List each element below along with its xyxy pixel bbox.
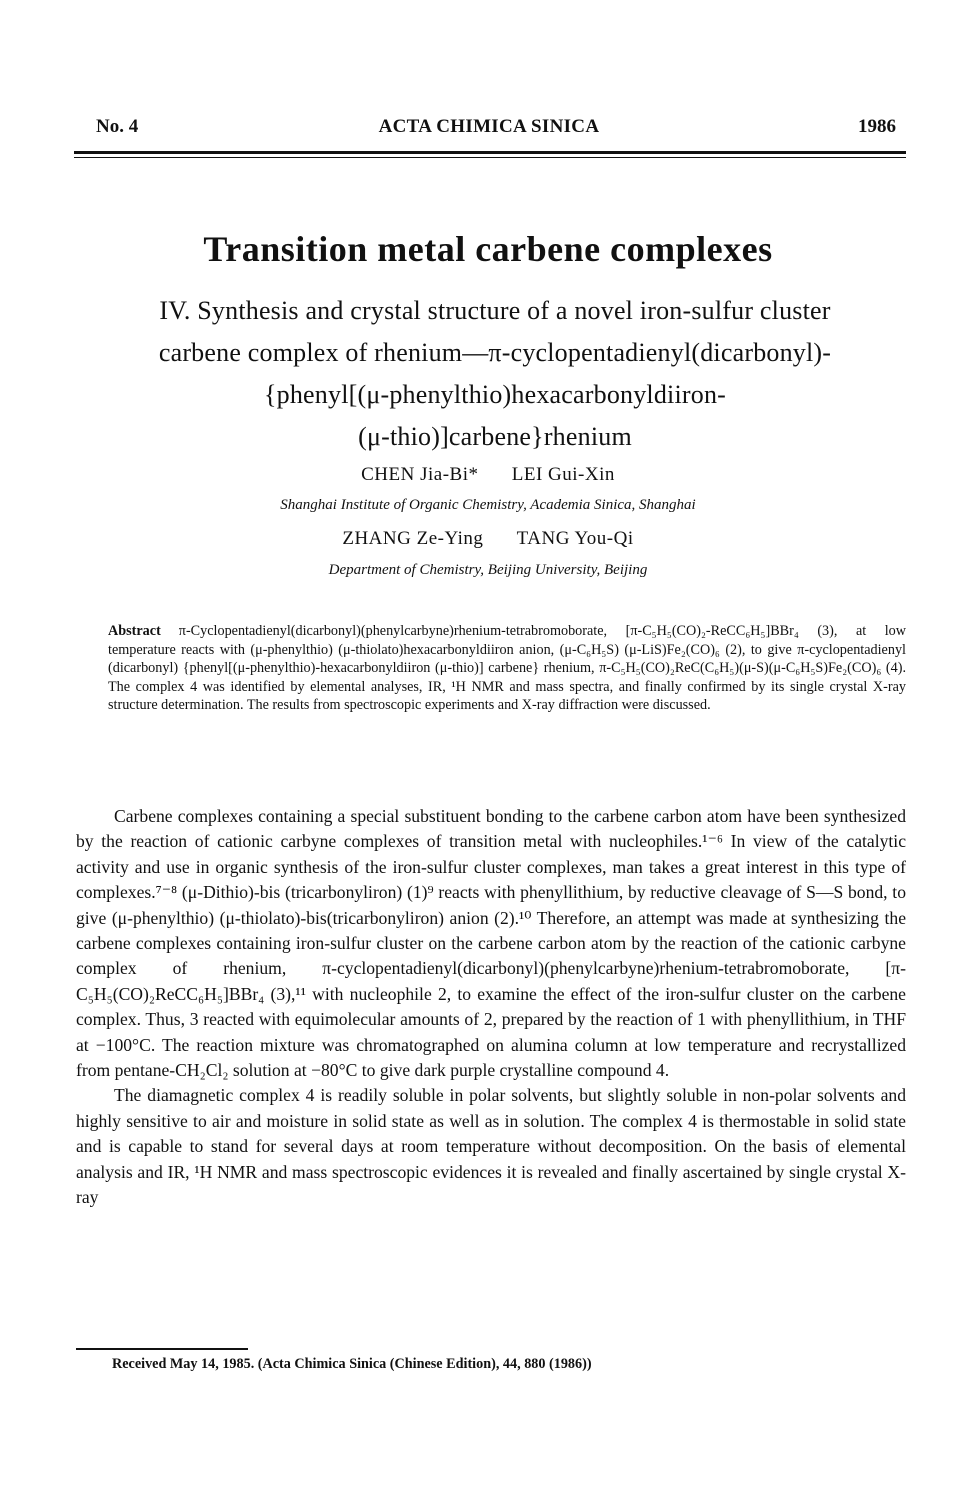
author-name: ZHANG Ze-Ying [342, 528, 484, 549]
article-body [76, 804, 906, 1211]
affiliation-2: Department of Chemistry, Beijing University, Beijing [328, 562, 648, 578]
running-head [74, 116, 904, 146]
subtitle-line: IV. Synthesis and crystal structure of a novel iron-sulfur cluster [159, 296, 831, 325]
publication-year: 1986 [858, 116, 896, 137]
abstract-label: Abstract [108, 623, 161, 639]
journal-name: ACTA CHIMICA SINICA [378, 116, 600, 137]
abstract [108, 622, 906, 715]
author-group-1 [0, 464, 976, 486]
author-group-2 [0, 528, 976, 550]
issue-number: No. 4 [96, 116, 139, 137]
subtitle-line: {phenyl[(μ-phenylthio)hexacarbonyldiiron- [263, 380, 727, 409]
article-title: Transition metal carbene complexes [203, 229, 773, 269]
footnote-rule [76, 1348, 248, 1350]
article-subtitle [80, 290, 910, 458]
header-rule-thick [74, 151, 906, 154]
author-name: TANG You-Qi [516, 528, 634, 549]
body-paragraph: The diamagnetic complex 4 is readily soluble in polar solvents, but slightly soluble in non-polar solvents and highly sensitive to air and moisture in solid state as well as in solution. The complex 4 is thermostable in solid state and is capable to stand for several days at room temperature without decomposition. On the basis of elemental analysis and IR, ¹H NMR and mass spectroscopic evidences it is revealed and finally ascertained by single crystal X-ray [76, 1085, 906, 1208]
author-name: LEI Gui-Xin [511, 464, 615, 485]
received-footnote: Received May 14, 1985. (Acta Chimica Sinica (Chinese Edition), 44, 880 (1986)) [112, 1356, 592, 1372]
body-paragraph: Carbene complexes containing a special substituent bonding to the carbene carbon atom have been synthesized by the reaction of cationic carbyne complexes of transition metal with nucleophiles.¹⁻⁶ In view of the catalytic activity and use in organic synthesis of the iron-sulfur cluster complexes, man takes a great interest in this type of complexes.⁷⁻⁸ (μ-Dithio)-bis (tricarbonyliron) (1)⁹ reacts with phenyllithium, by reductive cleavage of S—S bond, to give (μ-phenylthio) (μ-thiolato)-bis(tricarbonyliron) anion (2).¹⁰ Therefore, an attempt was made at synthesizing the carbene complexes containing iron-sulfur cluster on the carbene carbon atom by the reaction of the cationic carbyne complex of rhenium, π-cyclopentadienyl(dicarbonyl)(phenylcarbyne)rhenium-tetrabromoborate, [π-C₅H₅(CO)₂ReCC₆H₅]BBr₄ (3),¹¹ with nucleophile 2, to examine the effect of the iron-sulfur cluster on the carbene complex. Thus, 3 reacted with equimolecular amounts of 2, prepared by the reaction of 1 with phenyllithium, in THF at −100°C. The reaction mixture was chromatographed on alumina column at low temperature and recrystallized from pentane-CH₂Cl₂ solution at −80°C to give dark purple crystalline compound 4. [76, 806, 906, 1081]
subtitle-line: (μ-thio)]carbene}rhenium [358, 422, 632, 451]
subtitle-line: carbene complex of rhenium—π-cyclopentadienyl(dicarbonyl)- [158, 338, 832, 367]
affiliation-1: Shanghai Institute of Organic Chemistry, Academia Sinica, Shanghai [280, 497, 696, 513]
abstract-text: π-Cyclopentadienyl(dicarbonyl)(phenylcarbyne)rhenium-tetrabromoborate, [π-C₅H₅(CO)₂-ReCC₆H₅]BBr₄ (3), at low temperature reacts with (μ-phenylthio) (μ-thiolato)hexacarbonyldiiron anion, (μ-C₆H₅S) (μ-LiS)Fe₂(CO)₆ (2), to give π-cyclopentadienyl (dicarbonyl) {phenyl[(μ-phenylthio)-hexacarbonyldiiron (μ-thio)] carbene} rhenium, π-C₅H₅(CO)₂ReC(C₆H₅)(μ-S)(μ-C₆H₅S)Fe₂(CO)₆ (4). The complex 4 was identified by elemental analyses, IR, ¹H NMR and mass spectra, and finally confirmed by its single crystal X-ray structure determination. The results from spectroscopic experiments and X-ray diffraction were discussed. [108, 623, 906, 714]
author-name: CHEN Jia-Bi* [361, 464, 479, 485]
header-rule-thin [74, 157, 906, 158]
